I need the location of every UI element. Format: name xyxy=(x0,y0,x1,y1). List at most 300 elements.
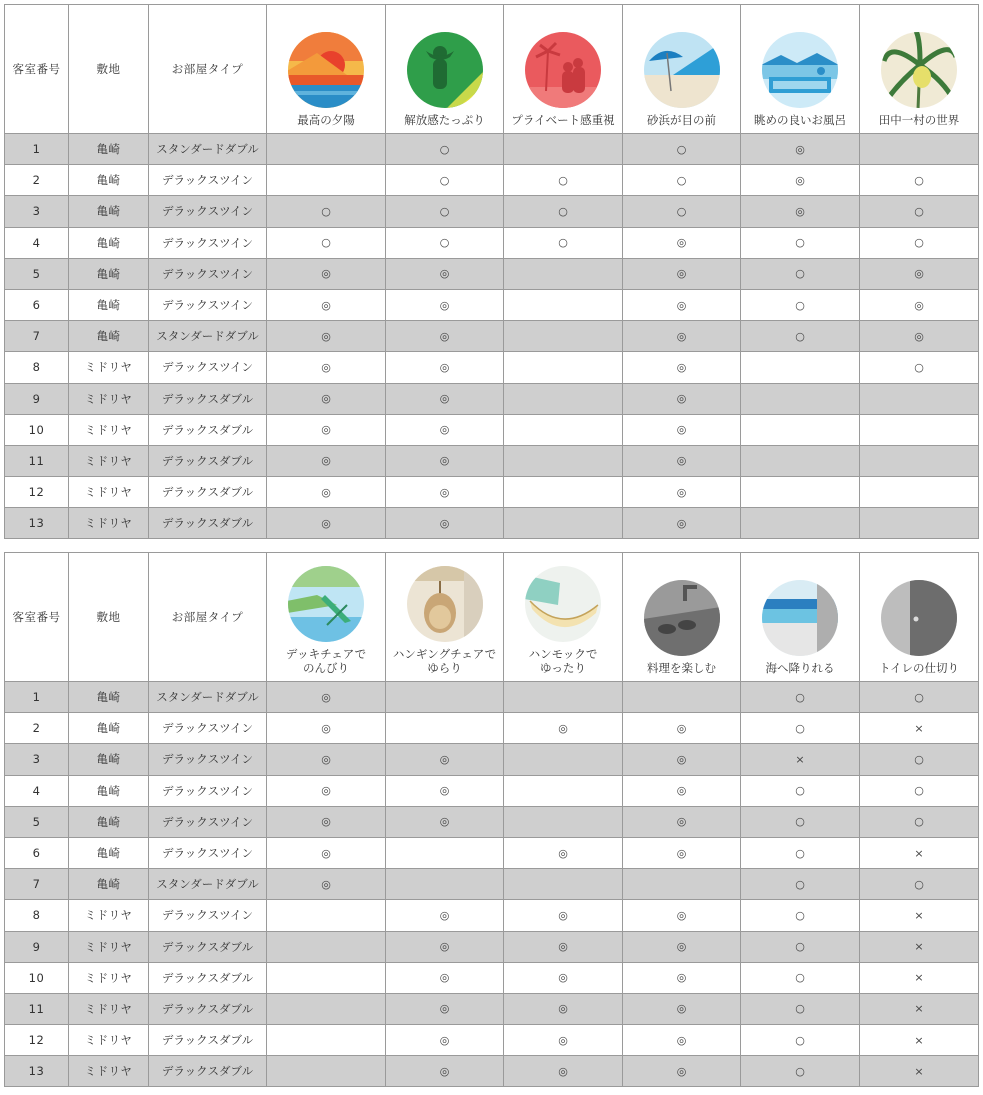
site-cell: 亀崎 xyxy=(69,165,149,196)
room-number-cell: 11 xyxy=(5,445,69,476)
table-row xyxy=(5,962,979,993)
table-row xyxy=(5,682,979,713)
table-row xyxy=(5,196,979,227)
rating-mark-cell: ◎ xyxy=(386,321,504,352)
table-row xyxy=(5,445,979,476)
rating-mark-cell: ◎ xyxy=(386,477,504,508)
header-room-type: お部屋タイプ xyxy=(149,5,267,134)
rating-mark-cell xyxy=(504,508,623,539)
rating-mark-cell xyxy=(504,352,623,383)
feature-label: 田中一村の世界 xyxy=(878,113,960,127)
room-number-cell: 3 xyxy=(5,744,69,775)
rating-mark-cell: ◎ xyxy=(623,806,741,837)
site-cell: 亀崎 xyxy=(69,227,149,258)
rating-mark-cell xyxy=(267,1056,386,1087)
rating-mark-cell xyxy=(504,134,623,165)
rating-mark-cell: × xyxy=(860,993,979,1024)
room-type-cell: デラックスツイン xyxy=(149,289,267,320)
rating-mark-cell: ◎ xyxy=(267,258,386,289)
room-number-cell: 2 xyxy=(5,165,69,196)
room-number-cell: 7 xyxy=(5,869,69,900)
site-cell: ミドリヤ xyxy=(69,383,149,414)
table-row xyxy=(5,508,979,539)
rating-mark-cell: ◎ xyxy=(623,414,741,445)
rating-mark-cell xyxy=(504,445,623,476)
site-cell: ミドリヤ xyxy=(69,962,149,993)
rating-mark-cell xyxy=(504,321,623,352)
feature-label: プライベート感重視 xyxy=(511,113,615,127)
rating-mark-cell: × xyxy=(741,744,860,775)
feature-header-hammock xyxy=(504,553,623,682)
feature-label: ハンギングチェアで ゆらり xyxy=(392,647,497,675)
feature-header-toilet-partition xyxy=(860,553,979,682)
rating-mark-cell xyxy=(741,383,860,414)
site-cell: 亀崎 xyxy=(69,682,149,713)
rating-mark-cell: ○ xyxy=(386,134,504,165)
feature-header-kitchen xyxy=(623,553,741,682)
header-site: 敷地 xyxy=(69,553,149,682)
rating-mark-cell: ◎ xyxy=(386,931,504,962)
rating-mark-cell: ◎ xyxy=(386,383,504,414)
rating-mark-cell xyxy=(504,477,623,508)
table-row xyxy=(5,352,979,383)
rating-mark-cell: ○ xyxy=(860,227,979,258)
rating-mark-cell: ○ xyxy=(741,321,860,352)
table-row xyxy=(5,806,979,837)
rating-mark-cell xyxy=(504,775,623,806)
rating-mark-cell xyxy=(860,508,979,539)
rating-mark-cell: ○ xyxy=(504,227,623,258)
table-body xyxy=(5,134,979,539)
feature-label: ハンモックで ゆったり xyxy=(528,647,598,675)
rating-mark-cell: ○ xyxy=(623,165,741,196)
feature-header-view-bath xyxy=(741,5,860,134)
room-type-cell: デラックスダブル xyxy=(149,1025,267,1056)
room-type-cell: デラックスツイン xyxy=(149,196,267,227)
rating-mark-cell: ◎ xyxy=(386,289,504,320)
site-cell: ミドリヤ xyxy=(69,931,149,962)
sea-access-icon xyxy=(761,579,839,657)
rating-mark-cell: ○ xyxy=(741,869,860,900)
rating-mark-cell: ◎ xyxy=(504,993,623,1024)
rating-mark-cell: ○ xyxy=(860,775,979,806)
table-row xyxy=(5,1056,979,1087)
site-cell: 亀崎 xyxy=(69,196,149,227)
rating-mark-cell: ○ xyxy=(860,806,979,837)
room-type-cell: デラックスツイン xyxy=(149,744,267,775)
table-row xyxy=(5,321,979,352)
feature-label: トイレの仕切り xyxy=(879,661,959,675)
rating-mark-cell: ◎ xyxy=(267,352,386,383)
table-row xyxy=(5,713,979,744)
rating-mark-cell: ○ xyxy=(860,869,979,900)
rating-mark-cell xyxy=(267,134,386,165)
rating-mark-cell: ◎ xyxy=(386,806,504,837)
site-cell: 亀崎 xyxy=(69,837,149,868)
site-cell: 亀崎 xyxy=(69,258,149,289)
rating-mark-cell: × xyxy=(860,1025,979,1056)
rating-mark-cell: ◎ xyxy=(741,134,860,165)
rating-mark-cell: ◎ xyxy=(267,321,386,352)
rating-mark-cell xyxy=(267,962,386,993)
room-number-cell: 11 xyxy=(5,993,69,1024)
rating-mark-cell xyxy=(741,477,860,508)
room-number-cell: 10 xyxy=(5,962,69,993)
room-number-cell: 9 xyxy=(5,383,69,414)
rating-mark-cell xyxy=(504,806,623,837)
rating-mark-cell xyxy=(741,352,860,383)
rating-mark-cell: ◎ xyxy=(267,713,386,744)
room-type-cell: デラックスツイン xyxy=(149,806,267,837)
rating-mark-cell: ◎ xyxy=(267,744,386,775)
table-row xyxy=(5,744,979,775)
site-cell: 亀崎 xyxy=(69,775,149,806)
room-type-cell: デラックスツイン xyxy=(149,837,267,868)
site-cell: 亀崎 xyxy=(69,744,149,775)
room-type-cell: スタンダードダブル xyxy=(149,682,267,713)
rating-mark-cell: × xyxy=(860,900,979,931)
feature-header-sea-access xyxy=(741,553,860,682)
rating-mark-cell: ◎ xyxy=(267,682,386,713)
rating-mark-cell: ◎ xyxy=(267,445,386,476)
pandanus-plant-icon xyxy=(880,31,958,109)
rating-mark-cell: ◎ xyxy=(741,196,860,227)
room-type-cell: スタンダードダブル xyxy=(149,321,267,352)
room-number-cell: 12 xyxy=(5,477,69,508)
rating-mark-cell xyxy=(860,445,979,476)
room-number-cell: 6 xyxy=(5,289,69,320)
rating-mark-cell: ○ xyxy=(504,165,623,196)
room-type-cell: スタンダードダブル xyxy=(149,134,267,165)
room-number-cell: 4 xyxy=(5,775,69,806)
rating-mark-cell: ◎ xyxy=(860,258,979,289)
rating-mark-cell: ○ xyxy=(623,134,741,165)
rating-mark-cell: ◎ xyxy=(504,837,623,868)
room-type-cell: デラックスダブル xyxy=(149,445,267,476)
table-row xyxy=(5,869,979,900)
kitchen-stove-icon xyxy=(643,579,721,657)
header-room-type: お部屋タイプ xyxy=(149,553,267,682)
room-number-cell: 6 xyxy=(5,837,69,868)
rating-mark-cell: ◎ xyxy=(267,508,386,539)
room-number-cell: 4 xyxy=(5,227,69,258)
rating-mark-cell: ○ xyxy=(741,775,860,806)
rating-mark-cell: ◎ xyxy=(386,414,504,445)
rating-mark-cell: ◎ xyxy=(623,227,741,258)
rating-mark-cell xyxy=(504,869,623,900)
room-type-cell: デラックスダブル xyxy=(149,931,267,962)
rating-mark-cell: ◎ xyxy=(386,744,504,775)
feature-label: 海へ降りれる xyxy=(765,661,835,675)
room-type-cell: デラックスダブル xyxy=(149,508,267,539)
rating-mark-cell: ◎ xyxy=(623,900,741,931)
rating-mark-cell: ○ xyxy=(741,1025,860,1056)
site-cell: ミドリヤ xyxy=(69,477,149,508)
rating-mark-cell: ◎ xyxy=(623,931,741,962)
rating-mark-cell xyxy=(504,383,623,414)
rating-mark-cell: ◎ xyxy=(623,962,741,993)
rating-mark-cell: ◎ xyxy=(267,477,386,508)
rating-mark-cell: ◎ xyxy=(386,900,504,931)
toilet-door-icon xyxy=(880,579,958,657)
site-cell: 亀崎 xyxy=(69,321,149,352)
rating-mark-cell: ○ xyxy=(741,931,860,962)
feature-label: 最高の夕陽 xyxy=(297,113,355,127)
rating-mark-cell: ○ xyxy=(741,806,860,837)
rating-mark-cell: ◎ xyxy=(623,321,741,352)
rating-mark-cell: ◎ xyxy=(623,352,741,383)
room-feature-table-1 xyxy=(4,4,979,539)
table-header-row xyxy=(5,5,979,134)
room-number-cell: 13 xyxy=(5,508,69,539)
rating-mark-cell: ◎ xyxy=(386,508,504,539)
table-row xyxy=(5,775,979,806)
rating-mark-cell: ◎ xyxy=(386,775,504,806)
beach-parasol-icon xyxy=(643,31,721,109)
room-type-cell: スタンダードダブル xyxy=(149,869,267,900)
rating-mark-cell: ○ xyxy=(741,962,860,993)
site-cell: ミドリヤ xyxy=(69,414,149,445)
rating-mark-cell: ◎ xyxy=(623,775,741,806)
room-type-cell: デラックスダブル xyxy=(149,477,267,508)
rating-mark-cell xyxy=(386,869,504,900)
feature-header-hanging-chair xyxy=(386,553,504,682)
rating-mark-cell: ◎ xyxy=(504,962,623,993)
table-row xyxy=(5,837,979,868)
rating-mark-cell xyxy=(267,1025,386,1056)
table-row xyxy=(5,414,979,445)
rating-mark-cell xyxy=(741,508,860,539)
site-cell: 亀崎 xyxy=(69,134,149,165)
feature-header-openness xyxy=(386,5,504,134)
rating-mark-cell: ◎ xyxy=(623,744,741,775)
room-type-cell: デラックスツイン xyxy=(149,900,267,931)
rating-mark-cell xyxy=(386,682,504,713)
room-number-cell: 1 xyxy=(5,682,69,713)
rating-mark-cell: ◎ xyxy=(623,477,741,508)
rating-mark-cell: ○ xyxy=(267,227,386,258)
rating-mark-cell: ◎ xyxy=(504,713,623,744)
rating-mark-cell xyxy=(860,383,979,414)
rating-mark-cell: × xyxy=(860,1056,979,1087)
rating-mark-cell: ◎ xyxy=(623,383,741,414)
table-row xyxy=(5,258,979,289)
table-row xyxy=(5,993,979,1024)
rating-mark-cell xyxy=(267,993,386,1024)
rating-mark-cell: ○ xyxy=(504,196,623,227)
table-row xyxy=(5,900,979,931)
rating-mark-cell: ◎ xyxy=(860,289,979,320)
room-number-cell: 13 xyxy=(5,1056,69,1087)
header-site: 敷地 xyxy=(69,5,149,134)
room-type-cell: デラックスツイン xyxy=(149,713,267,744)
rating-mark-cell: ○ xyxy=(741,1056,860,1087)
room-number-cell: 12 xyxy=(5,1025,69,1056)
table-body xyxy=(5,682,979,1087)
rating-mark-cell: ◎ xyxy=(267,806,386,837)
room-number-cell: 5 xyxy=(5,806,69,837)
rating-mark-cell xyxy=(504,289,623,320)
rating-mark-cell: ○ xyxy=(741,837,860,868)
rating-mark-cell xyxy=(860,414,979,445)
rating-mark-cell: ◎ xyxy=(386,1025,504,1056)
feature-header-beach xyxy=(623,5,741,134)
room-number-cell: 2 xyxy=(5,713,69,744)
rating-mark-cell: ◎ xyxy=(267,869,386,900)
table-row xyxy=(5,1025,979,1056)
rating-mark-cell: ◎ xyxy=(623,445,741,476)
room-type-cell: デラックスダブル xyxy=(149,414,267,445)
site-cell: 亀崎 xyxy=(69,806,149,837)
feature-header-deck-chair xyxy=(267,553,386,682)
table-header-row xyxy=(5,553,979,682)
header-room-number: 客室番号 xyxy=(5,553,69,682)
room-type-cell: デラックスツイン xyxy=(149,352,267,383)
rating-mark-cell: ○ xyxy=(741,993,860,1024)
rating-mark-cell: ◎ xyxy=(504,931,623,962)
openness-icon xyxy=(406,31,484,109)
feature-label: デッキチェアで のんびり xyxy=(285,647,367,675)
sunset-icon xyxy=(287,31,365,109)
rating-mark-cell xyxy=(386,837,504,868)
room-type-cell: デラックスツイン xyxy=(149,258,267,289)
rating-mark-cell xyxy=(504,744,623,775)
room-number-cell: 9 xyxy=(5,931,69,962)
privacy-couple-icon xyxy=(524,31,602,109)
rating-mark-cell: ○ xyxy=(741,900,860,931)
rating-mark-cell: ◎ xyxy=(386,352,504,383)
rating-mark-cell xyxy=(267,931,386,962)
table-row xyxy=(5,931,979,962)
table-row xyxy=(5,383,979,414)
rating-mark-cell: ◎ xyxy=(386,993,504,1024)
room-type-cell: デラックスダブル xyxy=(149,962,267,993)
rating-mark-cell: × xyxy=(860,931,979,962)
rating-mark-cell xyxy=(741,445,860,476)
rating-mark-cell xyxy=(386,713,504,744)
feature-header-privacy xyxy=(504,5,623,134)
site-cell: ミドリヤ xyxy=(69,1056,149,1087)
rating-mark-cell: ◎ xyxy=(504,900,623,931)
rating-mark-cell: ◎ xyxy=(623,993,741,1024)
site-cell: ミドリヤ xyxy=(69,900,149,931)
view-bath-icon xyxy=(761,31,839,109)
rating-mark-cell xyxy=(504,258,623,289)
rating-mark-cell: ◎ xyxy=(860,321,979,352)
site-cell: ミドリヤ xyxy=(69,1025,149,1056)
room-number-cell: 7 xyxy=(5,321,69,352)
room-type-cell: デラックスツイン xyxy=(149,165,267,196)
rating-mark-cell: ◎ xyxy=(267,289,386,320)
rating-mark-cell: ◎ xyxy=(267,383,386,414)
site-cell: ミドリヤ xyxy=(69,352,149,383)
feature-header-tanaka-isson xyxy=(860,5,979,134)
rating-mark-cell: × xyxy=(860,713,979,744)
rating-mark-cell: ◎ xyxy=(386,962,504,993)
feature-header-sunset xyxy=(267,5,386,134)
room-type-cell: デラックスダブル xyxy=(149,383,267,414)
rating-mark-cell xyxy=(623,682,741,713)
room-feature-table-2 xyxy=(4,552,979,1087)
hammock-icon xyxy=(524,565,602,643)
site-cell: ミドリヤ xyxy=(69,445,149,476)
site-cell: ミドリヤ xyxy=(69,993,149,1024)
table-row xyxy=(5,134,979,165)
rating-mark-cell xyxy=(504,682,623,713)
rating-mark-cell: ◎ xyxy=(623,289,741,320)
table-row xyxy=(5,227,979,258)
rating-mark-cell: ○ xyxy=(741,258,860,289)
rating-mark-cell: ◎ xyxy=(623,1056,741,1087)
rating-mark-cell: ◎ xyxy=(623,1025,741,1056)
rating-mark-cell: ○ xyxy=(741,227,860,258)
rating-mark-cell: ◎ xyxy=(504,1025,623,1056)
rating-mark-cell xyxy=(267,900,386,931)
feature-label: 砂浜が目の前 xyxy=(647,113,716,127)
site-cell: 亀崎 xyxy=(69,869,149,900)
room-type-cell: デラックスダブル xyxy=(149,993,267,1024)
hanging-chair-icon xyxy=(406,565,484,643)
rating-mark-cell: × xyxy=(860,962,979,993)
deck-chair-icon xyxy=(287,565,365,643)
rating-mark-cell: ○ xyxy=(860,744,979,775)
feature-label: 解放感たっぷり xyxy=(404,113,485,127)
room-number-cell: 3 xyxy=(5,196,69,227)
rating-mark-cell xyxy=(504,414,623,445)
rating-mark-cell: ○ xyxy=(623,196,741,227)
rating-mark-cell: ○ xyxy=(860,682,979,713)
rating-mark-cell: ◎ xyxy=(741,165,860,196)
room-type-cell: デラックスツイン xyxy=(149,227,267,258)
feature-label: 眺めの良いお風呂 xyxy=(754,113,846,127)
rating-mark-cell: ◎ xyxy=(386,1056,504,1087)
table-row xyxy=(5,165,979,196)
rating-mark-cell: ○ xyxy=(386,165,504,196)
rating-mark-cell: ○ xyxy=(860,196,979,227)
room-type-cell: デラックスダブル xyxy=(149,1056,267,1087)
rating-mark-cell: ◎ xyxy=(267,414,386,445)
site-cell: ミドリヤ xyxy=(69,508,149,539)
rating-mark-cell: ○ xyxy=(741,289,860,320)
rating-mark-cell: ○ xyxy=(860,165,979,196)
rating-mark-cell: ◎ xyxy=(623,713,741,744)
table-row xyxy=(5,289,979,320)
room-number-cell: 1 xyxy=(5,134,69,165)
rating-mark-cell: × xyxy=(860,837,979,868)
rating-mark-cell xyxy=(623,869,741,900)
header-room-number: 客室番号 xyxy=(5,5,69,134)
room-type-cell: デラックスツイン xyxy=(149,775,267,806)
table-row xyxy=(5,477,979,508)
rating-mark-cell: ◎ xyxy=(386,445,504,476)
room-number-cell: 8 xyxy=(5,352,69,383)
rating-mark-cell xyxy=(860,134,979,165)
rating-mark-cell xyxy=(741,414,860,445)
rating-mark-cell: ○ xyxy=(267,196,386,227)
room-number-cell: 10 xyxy=(5,414,69,445)
rating-mark-cell: ◎ xyxy=(267,775,386,806)
rating-mark-cell: ○ xyxy=(741,713,860,744)
room-number-cell: 8 xyxy=(5,900,69,931)
site-cell: 亀崎 xyxy=(69,289,149,320)
rating-mark-cell xyxy=(267,165,386,196)
rating-mark-cell: ◎ xyxy=(386,258,504,289)
rating-mark-cell: ○ xyxy=(860,352,979,383)
room-number-cell: 5 xyxy=(5,258,69,289)
site-cell: 亀崎 xyxy=(69,713,149,744)
feature-label: 料理を楽しむ xyxy=(647,661,716,675)
rating-mark-cell: ◎ xyxy=(623,258,741,289)
